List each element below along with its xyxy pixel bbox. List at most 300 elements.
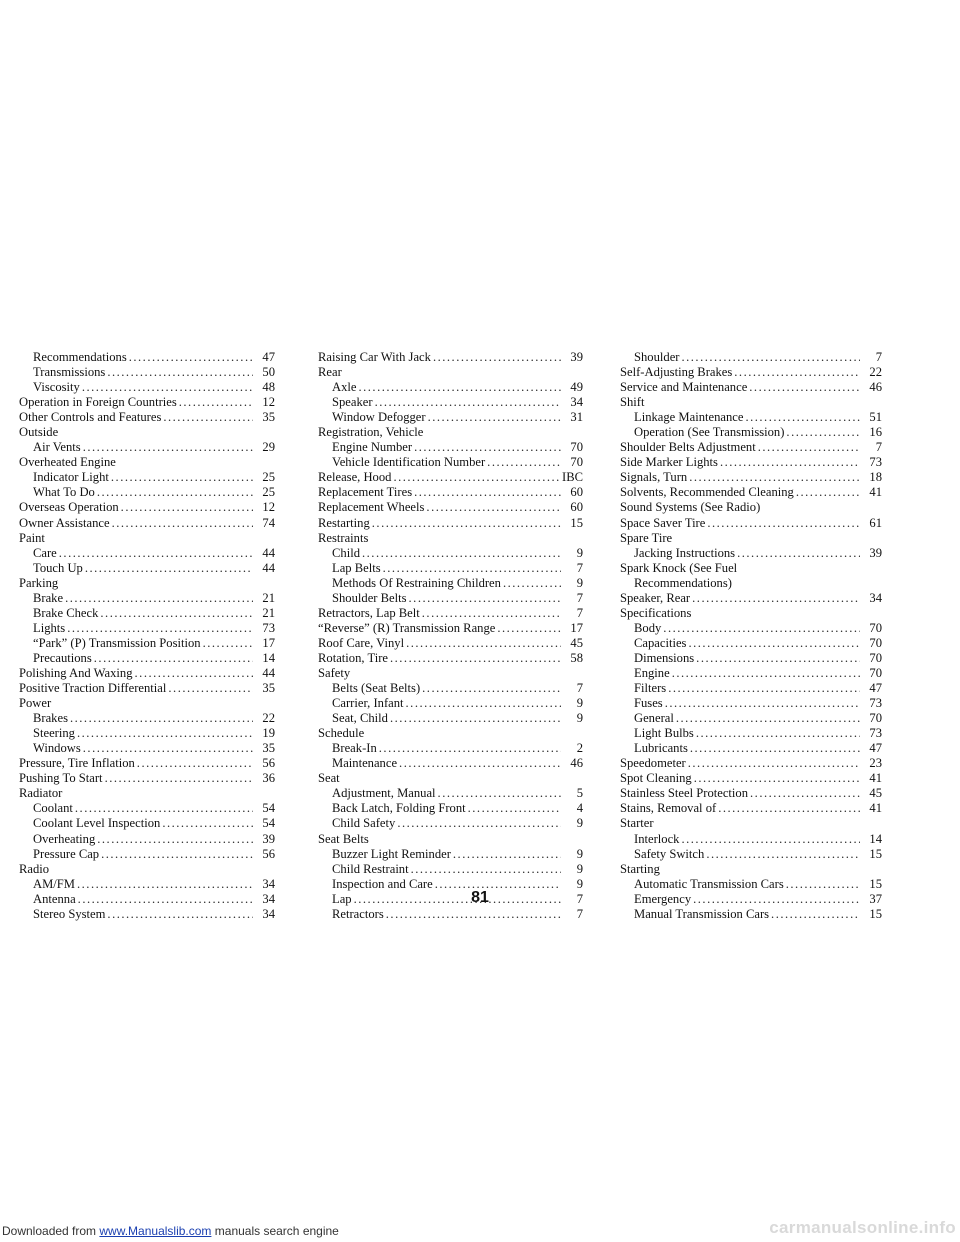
index-entry [318, 455, 583, 470]
entry-page-number: 7 [576, 891, 583, 906]
index-entry [620, 711, 882, 726]
index-entry [19, 485, 275, 500]
entry-label: Shoulder [634, 350, 680, 364]
dot-leader [358, 380, 561, 395]
entry-page-number: 12 [262, 500, 275, 515]
index-entry [318, 380, 583, 395]
index-entry [318, 786, 583, 801]
index-entry [19, 546, 275, 561]
index-column-3 [620, 350, 882, 922]
entry-label: Power [19, 696, 52, 711]
manualslib-link[interactable]: www.Manualslib.com [99, 1224, 212, 1238]
entry-label: Interlock [634, 831, 680, 846]
entry-label: Transmissions [33, 365, 106, 380]
index-entry [19, 561, 275, 576]
entry-label: Registration, Vehicle [318, 425, 424, 440]
entry-page-number: 9 [576, 696, 583, 711]
entry-page-number: 47 [869, 681, 882, 696]
dot-leader [83, 741, 253, 756]
entry-page-number: 41 [869, 771, 882, 786]
entry-page-number: 36 [262, 771, 275, 786]
index-entry [318, 561, 583, 576]
dot-leader [105, 771, 253, 786]
entry-label: Other Controls and Features [19, 410, 162, 425]
index-entry [19, 756, 275, 771]
entry-label: Body [634, 620, 662, 635]
entry-label: Solvents, Recommended Cleaning [620, 485, 794, 500]
dot-leader [696, 726, 860, 741]
entry-label: Spare Tire [620, 530, 673, 545]
entry-label: Child Safety [332, 816, 396, 831]
index-entry [620, 500, 882, 515]
dot-leader [663, 621, 860, 636]
index-entry [19, 832, 275, 847]
index-entry [19, 847, 275, 862]
dot-leader [83, 440, 253, 455]
index-entry [318, 531, 583, 546]
index-entry [318, 621, 583, 636]
entry-label: Shoulder Belts [332, 590, 407, 605]
entry-label: Windows [33, 741, 81, 756]
dot-leader [414, 485, 561, 500]
index-entry [19, 636, 275, 651]
entry-page-number: 56 [262, 756, 275, 771]
index-entry [318, 410, 583, 425]
index-entry [620, 516, 882, 531]
entry-label: Outside [19, 425, 59, 440]
index-entry [318, 711, 583, 726]
entry-page-number: 70 [869, 650, 882, 665]
entry-label: Lap Belts [332, 560, 381, 575]
entry-label: General [634, 711, 674, 726]
entry-label: Stereo System [33, 906, 106, 921]
entry-page-number: 17 [570, 620, 583, 635]
dot-leader [393, 470, 560, 485]
entry-label: Overseas Operation [19, 500, 119, 515]
dot-leader [426, 500, 561, 515]
entry-label: Space Saver Tire [620, 515, 706, 530]
entry-page-number: 45 [570, 635, 583, 650]
index-column-1 [19, 350, 275, 922]
entry-label: Pressure, Tire Inflation [19, 756, 135, 771]
dot-leader [665, 696, 860, 711]
entry-label: Stainless Steel Protection [620, 786, 749, 801]
index-column-2 [318, 350, 583, 922]
index-entry [620, 561, 882, 576]
entry-label: Pressure Cap [33, 846, 100, 861]
entry-page-number: 9 [576, 575, 583, 590]
index-entry [19, 410, 275, 425]
index-entry [19, 862, 275, 877]
dot-leader [696, 651, 860, 666]
index-entry [19, 455, 275, 470]
index-entry [318, 365, 583, 380]
entry-page-number: 9 [576, 846, 583, 861]
dot-leader [97, 485, 253, 500]
entry-label: Brake [33, 590, 64, 605]
entry-page-number: 70 [570, 440, 583, 455]
entry-page-number: 73 [869, 696, 882, 711]
dot-leader [97, 832, 253, 847]
entry-label: Emergency [634, 891, 692, 906]
index-entry [318, 651, 583, 666]
entry-page-number: 54 [262, 816, 275, 831]
entry-label: Manual Transmission Cars [634, 906, 770, 921]
download-suffix: manuals search engine [211, 1224, 339, 1238]
dot-leader [70, 711, 253, 726]
dot-leader [137, 756, 253, 771]
entry-label: Stains, Removal of [620, 801, 717, 816]
dot-leader [786, 425, 860, 440]
entry-page-number: 21 [262, 605, 275, 620]
index-entry [19, 726, 275, 741]
entry-page-number: 7 [576, 681, 583, 696]
index-entry [620, 681, 882, 696]
entry-label: Operation (See Transmission) [634, 425, 785, 440]
dot-leader [65, 591, 253, 606]
index-entry [318, 591, 583, 606]
index-entry [19, 786, 275, 801]
index-entry [19, 516, 275, 531]
entry-page-number: 44 [262, 665, 275, 680]
entry-label: Lubricants [634, 741, 688, 756]
dot-leader [706, 847, 860, 862]
entry-page-number: 34 [570, 395, 583, 410]
entry-label: Radio [19, 861, 50, 876]
index-entry [620, 666, 882, 681]
dot-leader [129, 350, 253, 365]
entry-label: Operation in Foreign Countries [19, 395, 177, 410]
index-entry [19, 350, 275, 365]
entry-page-number: 21 [262, 590, 275, 605]
entry-label: What To Do [33, 485, 95, 500]
entry-label: Seat Belts [318, 831, 369, 846]
dot-leader [111, 470, 253, 485]
entry-label: Restarting [318, 515, 370, 530]
page-number: 81 [471, 889, 489, 906]
entry-label: Recommendations [33, 350, 127, 364]
dot-leader [688, 756, 860, 771]
entry-page-number: 7 [576, 605, 583, 620]
entry-label: Safety [318, 665, 351, 680]
entry-page-number: 17 [262, 635, 275, 650]
entry-label: Coolant Level Inspection [33, 816, 161, 831]
download-prefix: Downloaded from [2, 1224, 100, 1238]
index-entry [19, 816, 275, 831]
dot-leader [414, 440, 561, 455]
index-entry [19, 681, 275, 696]
entry-page-number: 14 [262, 650, 275, 665]
dot-leader [67, 621, 253, 636]
index-entry [318, 546, 583, 561]
index-entry [620, 395, 882, 410]
entry-label: Engine [634, 665, 670, 680]
entry-label: Speedometer [620, 756, 686, 771]
entry-page-number: 35 [262, 410, 275, 425]
entry-label: Side Marker Lights [620, 455, 718, 470]
entry-page-number: 60 [570, 485, 583, 500]
entry-page-number: 16 [869, 425, 882, 440]
entry-label: Adjustment, Manual [332, 786, 436, 801]
entry-page-number: 70 [869, 665, 882, 680]
index-entry [19, 440, 275, 455]
index-entry [19, 531, 275, 546]
entry-label: Coolant [33, 801, 73, 816]
entry-label: Capacities [634, 635, 687, 650]
index-entry [318, 440, 583, 455]
index-entry [620, 741, 882, 756]
entry-label: AM/FM [33, 876, 75, 891]
dot-leader [503, 576, 561, 591]
entry-label: Viscosity [33, 380, 80, 395]
dot-leader [179, 395, 253, 410]
index-entry [318, 350, 583, 365]
dot-leader [94, 651, 253, 666]
entry-label: Paint [19, 530, 45, 545]
entry-label: Care [33, 545, 57, 560]
entry-label: Antenna [33, 891, 76, 906]
site-watermark: carmanualsonline.info [769, 1218, 956, 1237]
entry-label: Engine Number [332, 440, 413, 455]
dot-leader [409, 591, 561, 606]
index-entry [620, 801, 882, 816]
index-entry [620, 847, 882, 862]
entry-page-number: 74 [262, 515, 275, 530]
dot-leader [718, 801, 860, 816]
entry-label: Fuses [634, 696, 663, 711]
index-entry [620, 696, 882, 711]
index-entry [620, 832, 882, 847]
dot-leader [428, 410, 561, 425]
dot-leader [720, 455, 860, 470]
index-entry [19, 380, 275, 395]
entry-label: Shoulder Belts Adjustment [620, 440, 756, 455]
dot-leader [438, 786, 561, 801]
entry-page-number: 22 [869, 365, 882, 380]
dot-leader [85, 561, 253, 576]
entry-label: Schedule [318, 726, 365, 741]
entry-label: Brakes [33, 711, 68, 726]
dot-leader [690, 741, 860, 756]
dot-leader [745, 410, 860, 425]
entry-page-number: 2 [576, 741, 583, 756]
dot-leader [75, 801, 253, 816]
index-entry [620, 816, 882, 831]
footer [0, 1218, 960, 1242]
entry-page-number: 4 [576, 801, 583, 816]
entry-page-number: 60 [570, 500, 583, 515]
entry-page-number: 15 [869, 906, 882, 921]
dot-leader [694, 771, 860, 786]
index-entry [318, 516, 583, 531]
dot-leader [692, 591, 860, 606]
entry-page-number: 7 [875, 440, 882, 455]
index-entry [318, 696, 583, 711]
dot-leader [750, 786, 860, 801]
entry-label: Specifications [620, 605, 692, 620]
index-entry [620, 756, 882, 771]
entry-page-number: 7 [576, 906, 583, 921]
index-entry [318, 847, 583, 862]
entry-label: Recommendations) [634, 575, 732, 590]
dot-leader [734, 365, 860, 380]
entry-page-number: 70 [869, 711, 882, 726]
dot-leader [163, 410, 253, 425]
entry-label: Radiator [19, 786, 63, 801]
index-entry [19, 591, 275, 606]
entry-label: Spot Cleaning [620, 771, 692, 786]
entry-page-number: 9 [576, 861, 583, 876]
dot-leader [82, 380, 253, 395]
index-entry [620, 606, 882, 621]
dot-leader [737, 546, 860, 561]
index-entry [19, 470, 275, 485]
index-entry [620, 380, 882, 395]
entry-page-number: 34 [262, 891, 275, 906]
entry-page-number: 9 [576, 816, 583, 831]
entry-page-number: 37 [869, 891, 882, 906]
dot-leader [390, 711, 561, 726]
entry-label: Rear [318, 365, 342, 380]
dot-leader [758, 440, 860, 455]
dot-leader [672, 666, 860, 681]
entry-page-number: 41 [869, 801, 882, 816]
index-entry [620, 862, 882, 877]
entry-page-number: IBC [562, 470, 583, 485]
index-entry [19, 741, 275, 756]
entry-label: Restraints [318, 530, 369, 545]
index-entry [19, 606, 275, 621]
dot-leader [379, 741, 561, 756]
entry-page-number: 48 [262, 380, 275, 395]
entry-label: Speaker [332, 395, 373, 410]
entry-page-number: 73 [262, 620, 275, 635]
index-entry [318, 756, 583, 771]
entry-page-number: 7 [875, 350, 882, 364]
index-entry [620, 440, 882, 455]
dot-leader [668, 681, 860, 696]
entry-label: Raising Car With Jack [318, 350, 431, 364]
index-entry [19, 425, 275, 440]
entry-page-number: 9 [576, 876, 583, 891]
entry-page-number: 12 [262, 395, 275, 410]
index-entry [19, 651, 275, 666]
entry-page-number: 41 [869, 485, 882, 500]
entry-label: Roof Care, Vinyl [318, 635, 405, 650]
entry-label: Light Bulbs [634, 726, 694, 741]
entry-page-number: 70 [570, 455, 583, 470]
entry-label: Sound Systems (See Radio) [620, 500, 761, 515]
entry-label: Steering [33, 726, 75, 741]
entry-label: Retractors [332, 906, 384, 921]
dot-leader [406, 636, 561, 651]
entry-page-number: 18 [869, 470, 882, 485]
entry-page-number: 9 [576, 711, 583, 726]
index-entry [620, 591, 882, 606]
index-entry [318, 606, 583, 621]
entry-label: Maintenance [332, 756, 398, 771]
index-entry [620, 546, 882, 561]
dot-leader [749, 380, 860, 395]
entry-label: Inspection and Care [332, 876, 433, 891]
entry-page-number: 70 [869, 620, 882, 635]
dot-leader [771, 907, 860, 922]
dot-leader [676, 711, 860, 726]
index-entry [620, 636, 882, 651]
entry-page-number: 15 [869, 876, 882, 891]
entry-label: Starter [620, 816, 654, 831]
dot-leader [203, 636, 253, 651]
index-entry [620, 350, 882, 365]
index-entry [620, 425, 882, 440]
entry-label: Replacement Wheels [318, 500, 425, 515]
dot-leader [397, 816, 561, 831]
entry-page-number: 9 [576, 545, 583, 560]
index-entry [19, 771, 275, 786]
entry-page-number: 29 [262, 440, 275, 455]
index-entry [19, 801, 275, 816]
entry-label: “Park” (P) Transmission Position [33, 635, 201, 650]
index-entry [318, 636, 583, 651]
entry-label: Parking [19, 575, 59, 590]
dot-leader [386, 907, 561, 922]
entry-page-number: 34 [262, 906, 275, 921]
entry-label: Break-In [332, 741, 377, 756]
index-entry [318, 741, 583, 756]
entry-label: Self-Adjusting Brakes [620, 365, 733, 380]
dot-leader [688, 636, 860, 651]
entry-page-number: 34 [262, 876, 275, 891]
entry-label: Speaker, Rear [620, 590, 691, 605]
dot-leader [121, 500, 253, 515]
dot-leader [422, 681, 561, 696]
entry-page-number: 70 [869, 635, 882, 650]
dot-leader [468, 801, 561, 816]
index-entry [318, 907, 583, 922]
entry-page-number: 47 [869, 741, 882, 756]
entry-label: Shift [620, 395, 645, 410]
dot-leader [681, 832, 860, 847]
dot-leader [453, 847, 561, 862]
dot-leader [707, 516, 860, 531]
dot-leader [689, 470, 860, 485]
entry-page-number: 51 [869, 410, 882, 425]
entry-label: Retractors, Lap Belt [318, 605, 420, 620]
index-entry [19, 395, 275, 410]
entry-label: Air Vents [33, 440, 81, 455]
entry-label: Safety Switch [634, 846, 705, 861]
index-entry [19, 907, 275, 922]
index-entry [620, 410, 882, 425]
entry-label: Overheating [33, 831, 96, 846]
dot-leader [681, 350, 860, 365]
index-entry [19, 696, 275, 711]
entry-label: Seat [318, 771, 340, 786]
dot-leader [168, 681, 253, 696]
entry-label: “Reverse” (R) Transmission Range [318, 620, 496, 635]
index-entry [318, 832, 583, 847]
entry-page-number: 22 [262, 711, 275, 726]
entry-label: Pushing To Start [19, 771, 103, 786]
entry-page-number: 54 [262, 801, 275, 816]
entry-label: Vehicle Identification Number [332, 455, 486, 470]
entry-page-number: 25 [262, 485, 275, 500]
index-entry [318, 681, 583, 696]
index-entry [620, 771, 882, 786]
entry-page-number: 47 [262, 350, 275, 364]
entry-label: Back Latch, Folding Front [332, 801, 466, 816]
index-entry [318, 666, 583, 681]
